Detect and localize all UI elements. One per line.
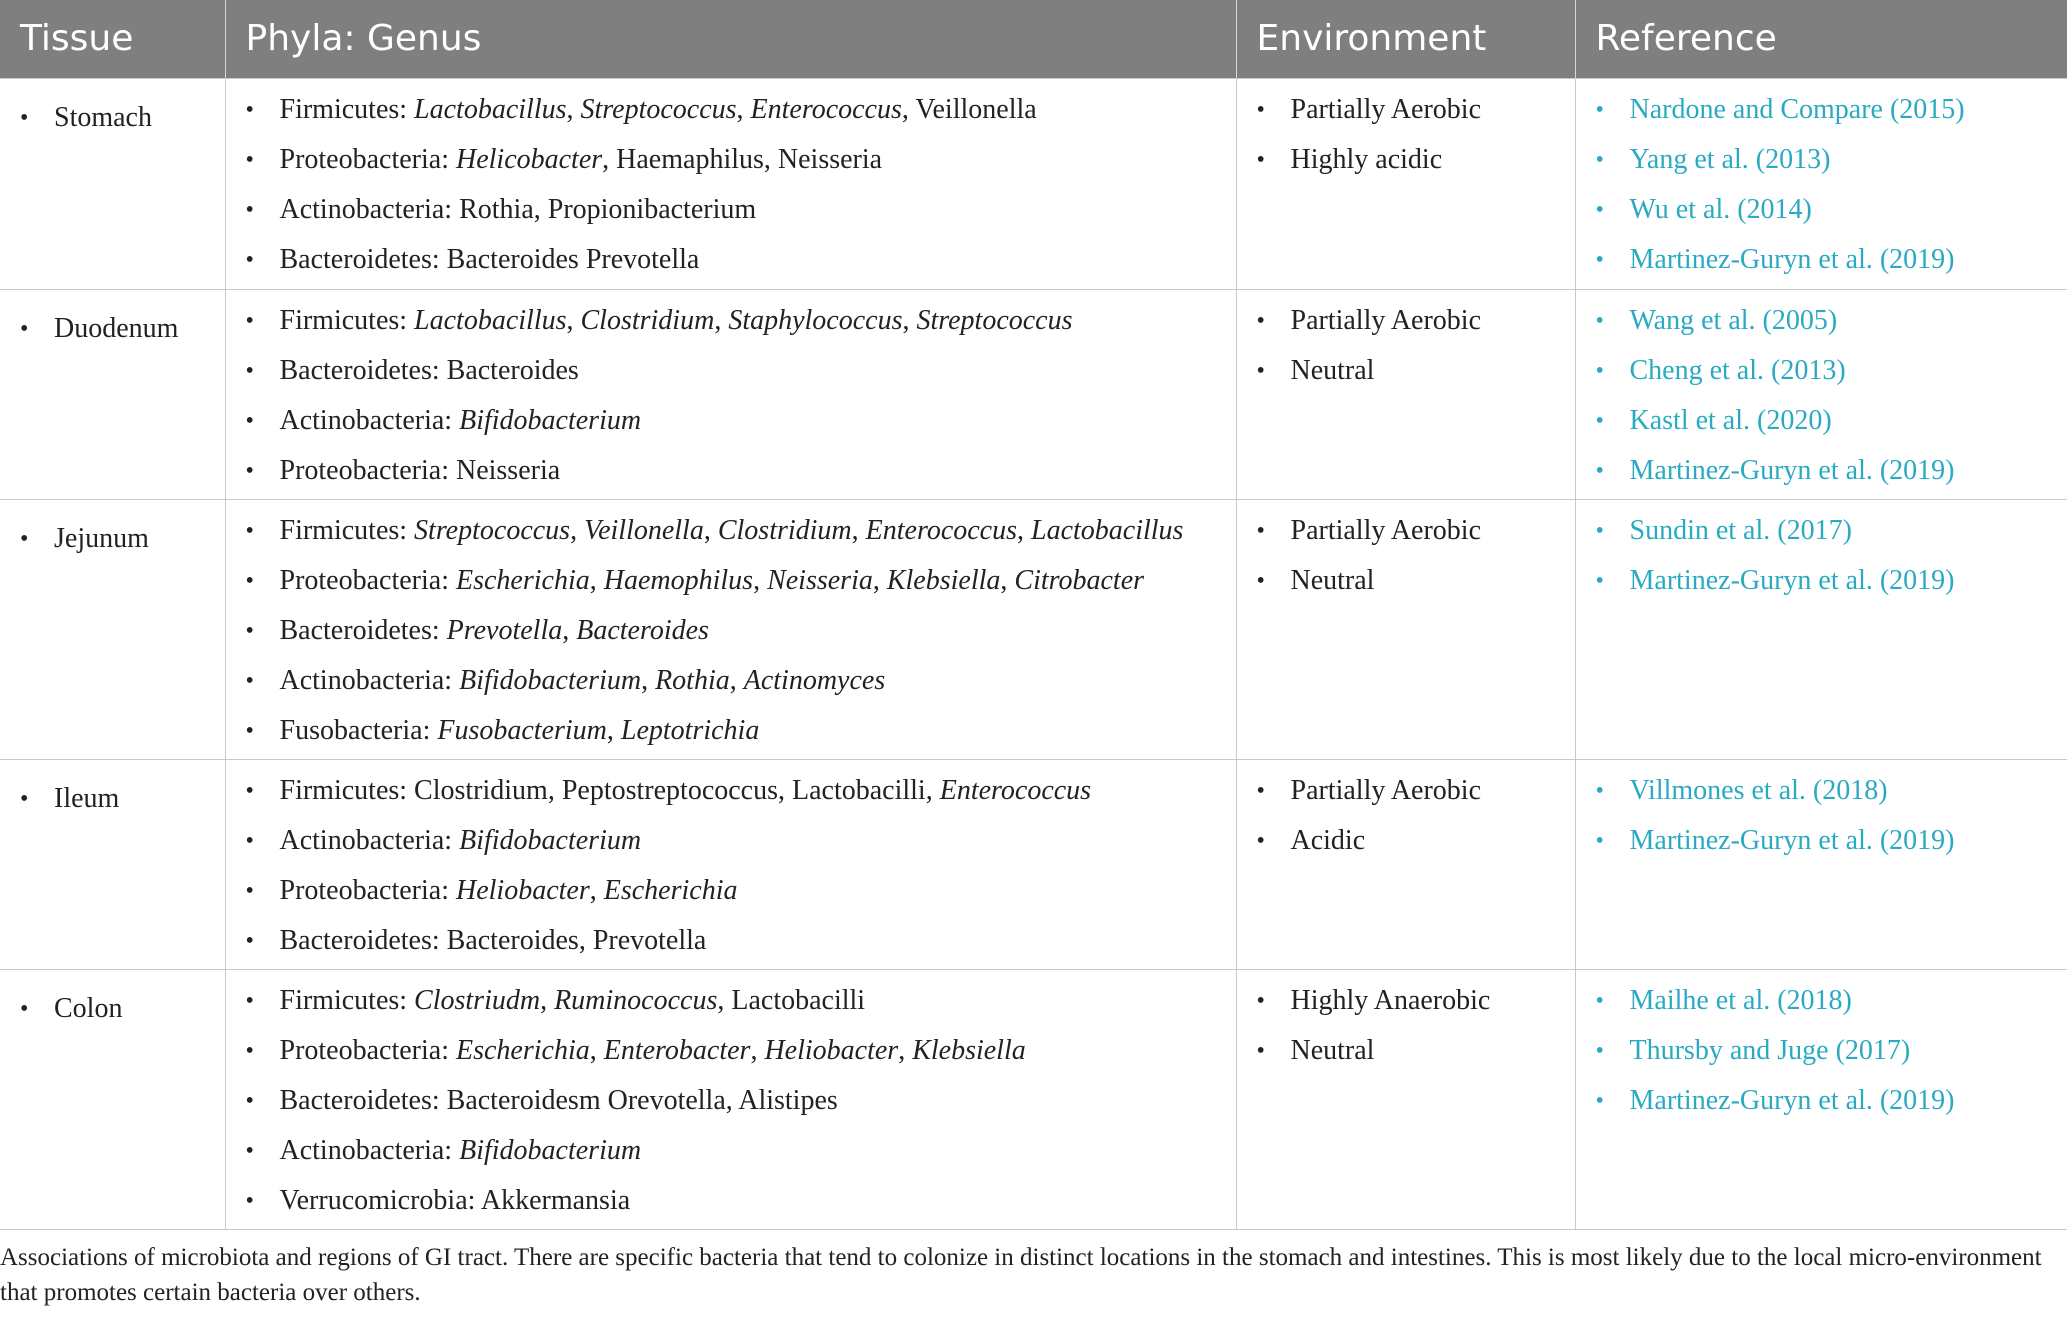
bullet-icon: • <box>245 777 254 804</box>
genus-text: Firmicutes: <box>279 984 415 1016</box>
genus-name-italic: Streptococcus <box>580 93 737 125</box>
reference-link[interactable]: Martinez-Guryn et al. (2019) <box>1629 824 1955 856</box>
reference-link[interactable]: Thursby and Juge (2017) <box>1629 1034 1911 1066</box>
genus-text: Proteobacteria: Neisseria <box>279 454 561 486</box>
genus-item <box>246 85 1236 135</box>
table-row <box>0 499 2067 759</box>
bullet-icon: • <box>245 927 254 954</box>
genus-text: , <box>589 1034 604 1066</box>
genus-name-italic: Escherichia <box>603 874 738 906</box>
bullet-icon: • <box>1595 407 1604 434</box>
reference-link[interactable]: Martinez-Guryn et al. (2019) <box>1629 1084 1955 1116</box>
environment-text: Partially Aerobic <box>1290 93 1482 125</box>
header-phyla-genus: Phyla: Genus <box>225 0 1236 78</box>
bullet-icon: • <box>1595 517 1604 544</box>
bullet-icon: • <box>1256 567 1265 594</box>
bullet-icon: • <box>1595 96 1604 123</box>
genus-name-italic: Streptococcus <box>414 514 571 546</box>
bullet-icon: • <box>245 146 254 173</box>
bullet-icon: • <box>1256 96 1265 123</box>
bullet-icon: • <box>245 1137 254 1164</box>
bullet-icon: • <box>245 457 254 484</box>
tissue-cell-list <box>0 500 225 564</box>
reference-cell <box>1575 78 2067 289</box>
bullet-icon: • <box>20 525 29 552</box>
environment-text: Partially Aerobic <box>1290 514 1482 546</box>
genus-text: , <box>1017 514 1032 546</box>
genus-text: , <box>562 614 577 646</box>
genus-item <box>246 235 1236 285</box>
bullet-icon: • <box>1256 777 1265 804</box>
genus-name-italic: Bifidobacterium <box>459 664 642 696</box>
phyla-genus-cell <box>225 759 1236 969</box>
reference-item <box>1596 816 2067 866</box>
genus-name-italic: Heliobacter <box>455 874 590 906</box>
bullet-icon: • <box>1595 457 1604 484</box>
genus-name-italic: Lactobacillus <box>414 304 567 336</box>
environment-cell-list <box>1237 290 1575 396</box>
bullet-icon: • <box>1256 357 1265 384</box>
genus-item <box>246 556 1236 606</box>
genus-text: Proteobacteria: <box>279 143 456 175</box>
bullet-icon: • <box>245 667 254 694</box>
genus-item <box>246 1076 1236 1126</box>
genus-name-italic: Bifidobacterium <box>459 1134 642 1166</box>
genus-name-italic: Escherichia <box>455 564 590 596</box>
genus-text: Actinobacteria: <box>279 824 460 856</box>
reference-cell <box>1575 969 2067 1229</box>
reference-item <box>1596 235 2067 285</box>
bullet-icon: • <box>1595 1037 1604 1064</box>
genus-item <box>246 1176 1236 1226</box>
bullet-icon: • <box>245 246 254 273</box>
bullet-icon: • <box>245 1037 254 1064</box>
bullet-icon: • <box>20 785 29 812</box>
genus-item <box>246 446 1236 496</box>
reference-item <box>1596 135 2067 185</box>
genus-name-italic: Haemophilus <box>603 564 754 596</box>
genus-text: Proteobacteria: <box>279 1034 456 1066</box>
reference-link[interactable]: Martinez-Guryn et al. (2019) <box>1629 454 1955 486</box>
reference-cell-list <box>1576 970 2067 1126</box>
genus-text: , <box>902 304 917 336</box>
environment-item <box>1257 85 1575 135</box>
genus-text: , <box>570 514 585 546</box>
tissue-item <box>20 93 225 143</box>
genus-name-italic: Streptococcus <box>916 304 1073 336</box>
table-body <box>0 78 2067 1229</box>
bullet-icon: • <box>1256 1037 1265 1064</box>
bullet-icon: • <box>1595 307 1604 334</box>
genus-item <box>246 766 1236 816</box>
bullet-icon: • <box>245 827 254 854</box>
phyla-genus-cell-list <box>226 290 1236 496</box>
genus-text: Firmicutes: <box>279 304 415 336</box>
bullet-icon: • <box>245 407 254 434</box>
bullet-icon: • <box>20 315 29 342</box>
reference-link[interactable]: Martinez-Guryn et al. (2019) <box>1629 243 1955 275</box>
tissue-cell-list <box>0 760 225 824</box>
genus-text: Bacteroidetes: Bacteroides Prevotella <box>279 243 700 275</box>
environment-item <box>1257 346 1575 396</box>
bullet-icon: • <box>245 1087 254 1114</box>
genus-text: , <box>641 664 656 696</box>
genus-text: , <box>872 564 887 596</box>
genus-text: Actinobacteria: Rothia, Propionibacterium <box>279 193 757 225</box>
bullet-icon: • <box>1595 777 1604 804</box>
genus-text: , Lactobacilli <box>717 984 866 1016</box>
phyla-genus-cell-list <box>226 970 1236 1226</box>
phyla-genus-cell <box>225 499 1236 759</box>
genus-text: Actinobacteria: <box>279 664 460 696</box>
tissue-cell <box>0 759 225 969</box>
bullet-icon: • <box>1595 827 1604 854</box>
genus-item <box>246 1026 1236 1076</box>
reference-link[interactable]: Mailhe et al. (2018) <box>1629 984 1852 1016</box>
genus-name-italic: Fusobacterium <box>437 714 607 746</box>
bullet-icon: • <box>245 357 254 384</box>
reference-item <box>1596 446 2067 496</box>
environment-item <box>1257 506 1575 556</box>
genus-item <box>246 396 1236 446</box>
reference-link[interactable]: Cheng et al. (2013) <box>1629 354 1846 386</box>
environment-item <box>1257 135 1575 185</box>
table-row <box>0 969 2067 1229</box>
genus-item <box>246 606 1236 656</box>
genus-item <box>246 866 1236 916</box>
genus-text: Bacteroidetes: Bacteroidesm Orevotella, Alistipes <box>279 1084 838 1116</box>
reference-cell-list <box>1576 290 2067 496</box>
bullet-icon: • <box>245 96 254 123</box>
bullet-icon: • <box>245 1187 254 1214</box>
reference-item <box>1596 185 2067 235</box>
reference-item <box>1596 976 2067 1026</box>
environment-text: Neutral <box>1290 354 1375 386</box>
bullet-icon: • <box>1256 827 1265 854</box>
genus-name-italic: Lactobacillus <box>1031 514 1184 546</box>
genus-item <box>246 185 1236 235</box>
environment-item <box>1257 296 1575 346</box>
environment-text: Highly acidic <box>1290 143 1443 175</box>
genus-name-italic: Actinomyces <box>743 664 886 696</box>
reference-link[interactable]: Kastl et al. (2020) <box>1629 404 1832 436</box>
bullet-icon: • <box>1595 196 1604 223</box>
reference-cell <box>1575 499 2067 759</box>
reference-link[interactable]: Wang et al. (2005) <box>1629 304 1838 336</box>
bullet-icon: • <box>245 567 254 594</box>
genus-text: Bacteroidetes: <box>279 614 447 646</box>
environment-cell <box>1236 499 1575 759</box>
genus-name-italic: Enterococcus <box>750 93 902 125</box>
genus-text: , <box>714 304 729 336</box>
genus-name-italic: Klebsiella <box>886 564 1001 596</box>
genus-name-italic: Staphylococcus <box>728 304 903 336</box>
genus-text: , <box>1000 564 1015 596</box>
environment-text: Highly Anaerobic <box>1290 984 1491 1016</box>
environment-cell-list <box>1237 970 1575 1076</box>
genus-text: , <box>589 564 604 596</box>
reference-item <box>1596 85 2067 135</box>
table-row <box>0 78 2067 289</box>
phyla-genus-cell <box>225 969 1236 1229</box>
bullet-icon: • <box>245 196 254 223</box>
bullet-icon: • <box>1595 567 1604 594</box>
tissue-name: Ileum <box>54 782 120 814</box>
environment-text: Neutral <box>1290 564 1375 596</box>
bullet-icon: • <box>1256 517 1265 544</box>
table-row <box>0 759 2067 969</box>
environment-cell <box>1236 759 1575 969</box>
genus-name-italic: Clostridium <box>580 304 715 336</box>
genus-text: , <box>540 984 555 1016</box>
genus-name-italic: Clostridium <box>717 514 852 546</box>
tissue-name: Jejunum <box>54 522 149 554</box>
header-reference: Reference <box>1575 0 2067 78</box>
environment-item <box>1257 556 1575 606</box>
environment-item <box>1257 816 1575 866</box>
bullet-icon: • <box>1595 1087 1604 1114</box>
environment-cell-list <box>1237 79 1575 185</box>
genus-name-italic: Bifidobacterium <box>459 824 642 856</box>
tissue-cell-list <box>0 970 225 1034</box>
genus-text: Firmicutes: Clostridium, Peptostreptococcus, Lactobacilli, <box>279 774 940 806</box>
genus-text: , <box>753 564 768 596</box>
reference-cell <box>1575 759 2067 969</box>
tissue-cell-list <box>0 290 225 354</box>
genus-name-italic: Bifidobacterium <box>459 404 642 436</box>
genus-name-italic: Neisseria <box>767 564 873 596</box>
genus-text: , <box>606 714 621 746</box>
genus-text: , Haemaphilus, Neisseria <box>602 143 883 175</box>
genus-name-italic: Bacteroides <box>576 614 709 646</box>
genus-name-italic: Escherichia <box>455 1034 590 1066</box>
genus-text: , <box>566 304 581 336</box>
genus-text: Actinobacteria: <box>279 1134 460 1166</box>
reference-link[interactable]: Martinez-Guryn et al. (2019) <box>1629 564 1955 596</box>
genus-text: , Veillonella <box>901 93 1037 125</box>
tissue-cell <box>0 289 225 499</box>
reference-item <box>1596 396 2067 446</box>
genus-text: Firmicutes: <box>279 93 415 125</box>
reference-item <box>1596 766 2067 816</box>
table-row <box>0 289 2067 499</box>
genus-name-italic: Enterococcus <box>865 514 1018 546</box>
reference-cell-list <box>1576 760 2067 866</box>
genus-item <box>246 916 1236 966</box>
genus-text: , <box>589 874 604 906</box>
genus-name-italic: Heliobacter <box>764 1034 899 1066</box>
tissue-item <box>20 984 225 1034</box>
bullet-icon: • <box>20 104 29 131</box>
tissue-name: Duodenum <box>54 312 179 344</box>
bullet-icon: • <box>245 307 254 334</box>
genus-name-italic: Clostriudm <box>414 984 541 1016</box>
genus-item <box>246 706 1236 756</box>
reference-link[interactable]: Sundin et al. (2017) <box>1629 514 1852 546</box>
environment-cell-list <box>1237 760 1575 866</box>
bullet-icon: • <box>1256 987 1265 1014</box>
environment-text: Neutral <box>1290 1034 1375 1066</box>
phyla-genus-cell-list <box>226 760 1236 966</box>
genus-text: Firmicutes: <box>279 514 415 546</box>
reference-item <box>1596 296 2067 346</box>
genus-item <box>246 135 1236 185</box>
tissue-cell <box>0 969 225 1229</box>
bullet-icon: • <box>245 877 254 904</box>
environment-text: Partially Aerobic <box>1290 304 1482 336</box>
reference-cell <box>1575 289 2067 499</box>
bullet-icon: • <box>1256 146 1265 173</box>
phyla-genus-cell-list <box>226 79 1236 285</box>
environment-text: Partially Aerobic <box>1290 774 1482 806</box>
header-row <box>0 0 2067 78</box>
genus-name-italic: Helicobacter <box>455 143 603 175</box>
phyla-genus-cell-list <box>226 500 1236 756</box>
phyla-genus-cell <box>225 289 1236 499</box>
tissue-cell-list <box>0 79 225 143</box>
environment-cell-list <box>1237 500 1575 606</box>
bullet-icon: • <box>20 995 29 1022</box>
environment-text: Acidic <box>1290 824 1366 856</box>
genus-text: Verrucomicrobia: Akkermansia <box>279 1184 631 1216</box>
reference-link[interactable]: Yang et al. (2013) <box>1629 143 1831 175</box>
bullet-icon: • <box>1595 357 1604 384</box>
genus-item <box>246 506 1236 556</box>
reference-link[interactable]: Nardone and Compare (2015) <box>1629 93 1965 125</box>
genus-item <box>246 296 1236 346</box>
genus-text: , <box>729 664 744 696</box>
genus-name-italic: Leptotrichia <box>620 714 760 746</box>
reference-item <box>1596 556 2067 606</box>
reference-cell-list <box>1576 79 2067 285</box>
tissue-name: Colon <box>54 992 123 1024</box>
header-environment: Environment <box>1236 0 1575 78</box>
bullet-icon: • <box>245 717 254 744</box>
environment-item <box>1257 1026 1575 1076</box>
genus-text: , <box>736 93 751 125</box>
genus-name-italic: Ruminococcus <box>554 984 718 1016</box>
genus-item <box>246 816 1236 866</box>
reference-item <box>1596 1026 2067 1076</box>
phyla-genus-cell <box>225 78 1236 289</box>
genus-text: , <box>566 93 581 125</box>
environment-cell <box>1236 969 1575 1229</box>
genus-text: , <box>898 1034 913 1066</box>
genus-text: Bacteroidetes: Bacteroides <box>279 354 579 386</box>
bullet-icon: • <box>245 517 254 544</box>
environment-cell <box>1236 289 1575 499</box>
bullet-icon: • <box>245 617 254 644</box>
environment-item <box>1257 976 1575 1026</box>
bullet-icon: • <box>1595 987 1604 1014</box>
genus-text: , <box>750 1034 765 1066</box>
genus-name-italic: Klebsiella <box>912 1034 1026 1066</box>
genus-text: Bacteroidetes: Bacteroides, Prevotella <box>279 924 707 956</box>
tissue-item <box>20 774 225 824</box>
reference-link[interactable]: Villmones et al. (2018) <box>1629 774 1888 806</box>
genus-text: , <box>851 514 866 546</box>
genus-item <box>246 976 1236 1026</box>
reference-link[interactable]: Wu et al. (2014) <box>1629 193 1812 225</box>
tissue-name: Stomach <box>54 101 152 133</box>
genus-text: Actinobacteria: <box>279 404 460 436</box>
tissue-cell <box>0 78 225 289</box>
reference-item <box>1596 506 2067 556</box>
environment-cell <box>1236 78 1575 289</box>
bullet-icon: • <box>1595 246 1604 273</box>
tissue-cell <box>0 499 225 759</box>
genus-item <box>246 346 1236 396</box>
bullet-icon: • <box>1595 146 1604 173</box>
genus-name-italic: Prevotella <box>446 614 563 646</box>
genus-text: Proteobacteria: <box>279 874 456 906</box>
genus-text: Fusobacteria: <box>279 714 438 746</box>
genus-name-italic: Enterobacter <box>603 1034 751 1066</box>
reference-item <box>1596 346 2067 396</box>
genus-name-italic: Lactobacillus <box>414 93 567 125</box>
tissue-item <box>20 514 225 564</box>
bullet-icon: • <box>245 987 254 1014</box>
bullet-icon: • <box>1256 307 1265 334</box>
header-tissue: Tissue <box>0 0 225 78</box>
genus-item <box>246 656 1236 706</box>
table-caption: Associations of microbiota and regions of GI tract. There are specific bacteria that tend to colonize in distinct locations in the stomach and intestines. This is most likely due to the local micro-environment that promotes certain bacteria over others. <box>0 1244 2042 1306</box>
reference-cell-list <box>1576 500 2067 606</box>
genus-name-italic: Rothia <box>655 664 730 696</box>
reference-item <box>1596 1076 2067 1126</box>
genus-name-italic: Veillonella <box>584 514 704 546</box>
environment-item <box>1257 766 1575 816</box>
genus-name-italic: Citrobacter <box>1014 564 1145 596</box>
genus-item <box>246 1126 1236 1176</box>
genus-name-italic: Enterococcus <box>939 774 1092 806</box>
tissue-item <box>20 304 225 354</box>
genus-text: , <box>703 514 718 546</box>
genus-text: Proteobacteria: <box>279 564 456 596</box>
